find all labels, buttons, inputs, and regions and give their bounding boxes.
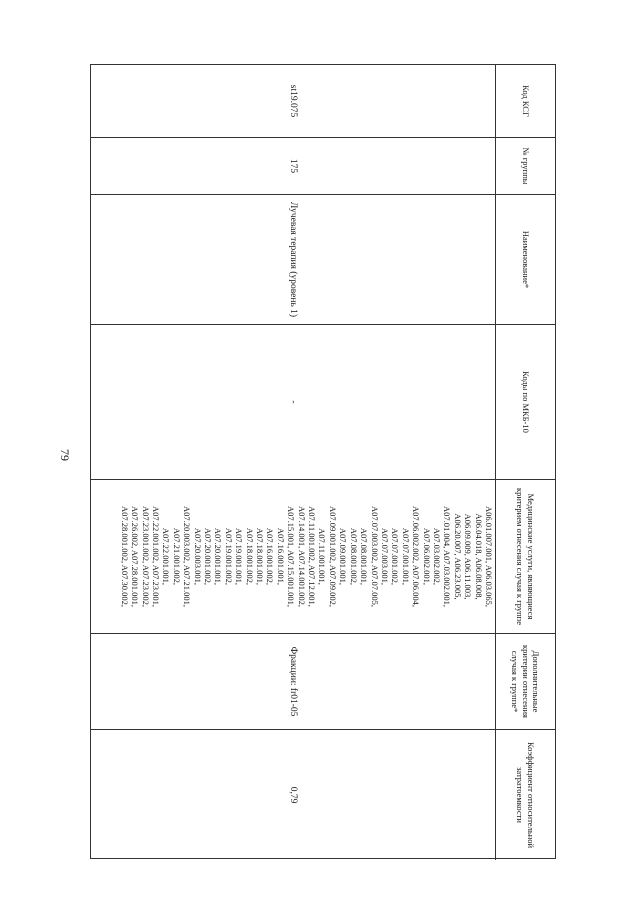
service-line: A07.20.001.001, — [213, 527, 224, 586]
header-mkb-codes: Коды по МКБ-10 — [495, 325, 555, 480]
service-line: A07.07.003.002, A07.07.005, — [369, 505, 380, 608]
service-line: A07.15.001, A07.15.001.001, — [286, 505, 297, 608]
service-line: A07.18.001.001, — [255, 527, 266, 586]
header-coefficient: Коэффициент относительной затратоемкости — [495, 730, 555, 860]
cell-additional-criteria: Фракции: fr01-05 — [91, 634, 495, 730]
service-line: A07.06.002.002, A07.06.004, — [411, 505, 422, 608]
service-line: A06.20.007, A06.23.005, — [452, 513, 463, 600]
service-line: A07.18.001.002, — [244, 527, 255, 586]
cell-group-number: 175 — [91, 138, 495, 195]
cell-ksg-code: st19.075 — [91, 65, 495, 138]
header-additional-criteria: Дополнительные критерии отнесения случая к группе* — [495, 634, 555, 730]
service-line: A07.28.001.002, A07.30.002, — [119, 505, 130, 608]
service-line: A07.19.001.001, — [234, 527, 245, 586]
service-line: A07.07.003.001, — [379, 527, 390, 586]
header-ksg-code: Код КСГ — [495, 65, 555, 138]
service-line: A06.09.009, A06.11.003, — [463, 513, 474, 600]
service-line: A06.04.018, A06.08.008, — [473, 513, 484, 600]
service-line: A07.14.001, A07.14.001.002, — [296, 505, 307, 608]
header-medical-services: Медицинские услуги, являющиеся критерием отнесения случая к группе — [495, 480, 555, 634]
cell-mkb-codes: - — [91, 325, 495, 480]
service-line: A07.22.001.001, — [161, 527, 172, 586]
service-line: A07.16.001.002, — [265, 527, 276, 586]
service-line: A07.21.001.002, — [171, 527, 182, 586]
service-line: A07.20.003.001, — [192, 527, 203, 586]
service-line: A07.20.003.002, A07.21.001, — [182, 505, 193, 608]
service-line: A07.06.002.001, — [421, 527, 432, 586]
service-line: A07.08.001.002, — [348, 527, 359, 586]
service-line: A06.01.007.001, A06.03.065, — [484, 505, 494, 608]
service-line: A07.19.001.002, — [223, 527, 234, 586]
ksg-table — [90, 64, 556, 859]
service-line: A07.09.001.001, — [338, 527, 349, 586]
cell-coefficient: 0,79 — [288, 786, 298, 804]
cell-medical-services — [91, 480, 495, 634]
service-line: A07.07.001.001, — [400, 527, 411, 586]
service-line: A07.11.001.001, — [317, 528, 328, 585]
service-line: A07.16.001.001, — [275, 527, 286, 586]
service-line: A07.26.002, A07.28.001.001, — [130, 505, 141, 608]
service-line: A07.09.001.002, A07.09.002, — [327, 505, 338, 608]
service-line: A07.22.001.002, A07.23.001, — [151, 505, 161, 608]
service-line: A07.01.004, A07.03.002.001, — [442, 505, 453, 608]
service-line: A07.23.001.002, A07.23.002, — [140, 505, 151, 608]
cell-name: Лучевая терапия (уровень 1) — [91, 195, 495, 325]
header-group-number: № группы — [495, 138, 555, 195]
service-line: A07.11.001.002, A07.12.001, — [307, 506, 318, 607]
rotated-table-wrapper — [90, 64, 556, 859]
service-line: A07.08.001.001, — [359, 527, 370, 586]
service-line: A07.03.002.002, — [431, 527, 442, 586]
page-number: 79 — [58, 449, 72, 461]
header-name: Наименование* — [495, 195, 555, 325]
service-line: A07.20.001.002, — [203, 527, 214, 586]
service-line: A07.07.001.002, — [390, 527, 401, 586]
